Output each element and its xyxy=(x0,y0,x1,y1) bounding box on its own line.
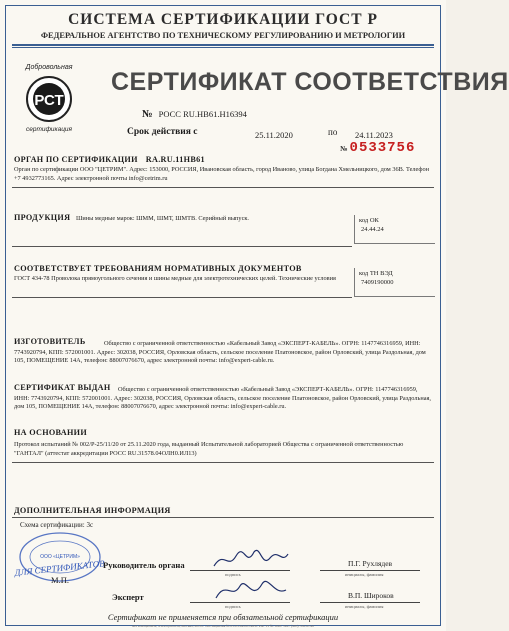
head-name-caption: инициалы, фамилия xyxy=(345,572,384,577)
product-text: Шины медные марок: ШММ, ШМТ, ШМТВ. Серийный выпуск. xyxy=(76,215,249,222)
head-label: Руководитель органа xyxy=(103,560,185,570)
validity-label: Срок действия с xyxy=(127,127,198,137)
expert-name-caption: инициалы, фамилия xyxy=(345,604,384,609)
okp-label: код ОК xyxy=(359,217,379,224)
tnved-value: 7409190000 xyxy=(361,279,394,286)
stamp-mp: М.П. xyxy=(51,575,69,585)
rst-logo-icon xyxy=(14,61,84,133)
expert-signature-icon xyxy=(210,574,290,604)
logo-mark-text: РСТ xyxy=(34,92,64,109)
expert-signature-caption: подпись xyxy=(225,604,241,609)
tnved-code-box xyxy=(354,268,435,297)
to-label: по xyxy=(328,127,338,137)
organ-code: RA.RU.11НВ61 xyxy=(145,155,205,164)
expert-name: В.П. Широков xyxy=(348,591,394,600)
expert-signature-line xyxy=(190,602,290,603)
expert-name-line xyxy=(320,602,420,603)
organ-heading-label: ОРГАН ПО СЕРТИФИКАЦИИ xyxy=(14,155,138,164)
stamp-inner-text: ООО «ЦЕТРИМ» xyxy=(40,554,80,560)
header-divider-thin xyxy=(12,47,434,48)
head-signature-line xyxy=(190,570,290,571)
logo-bottom-text: сертификация xyxy=(25,126,73,133)
header-divider xyxy=(12,44,434,46)
date-to: 24.11.2023 xyxy=(355,130,393,140)
certification-scheme: Схема сертификации: 3с xyxy=(20,521,94,529)
okp-value: 24.44.24 xyxy=(361,226,384,233)
system-title: СИСТЕМА СЕРТИФИКАЦИИ ГОСТ Р xyxy=(68,11,378,28)
additional-underline xyxy=(12,517,434,518)
head-name-line xyxy=(320,570,420,571)
certificate-number-row xyxy=(142,109,247,120)
compliance-text: ГОСТ 434-78 Проволока прямоугольного сечения и шины медные для электротехнических целей. Технические условия xyxy=(14,275,336,282)
logo-top-text: Добровольная xyxy=(25,64,73,71)
compliance-underline xyxy=(12,297,352,298)
basis-underline xyxy=(12,462,434,463)
basis-heading: НА ОСНОВАНИИ xyxy=(14,428,88,437)
agency-name: ФЕДЕРАЛЬНОЕ АГЕНТСТВО ПО ТЕХНИЧЕСКОМУ РЕГУЛИРОВАНИЮ И МЕТРОЛОГИИ xyxy=(40,31,406,40)
date-from: 25.11.2020 xyxy=(255,130,293,140)
head-signature-caption: подпись xyxy=(225,572,241,577)
basis-text: Протокол испытаний № 002/Р-25/11/20 от 25.11.2020 года, выданный Испытательной лабораторией Общества с ограниченной ответственностью "ГАНТАЛ" (аттестат аккредитации РОСС RU.31578.04ОЛН0.ИЛ13) xyxy=(14,441,404,457)
serial-block xyxy=(340,140,415,156)
organ-text: Орган по сертификации ООО "ЦЕТРИМ". Адрес: 153000, РОССИЯ, Ивановская область, город Иваново, улица Богдана Хмельницкого, дом 36В. Телефон +7 4932773165. Адрес электронной почты info@cetrim.ru xyxy=(14,166,430,182)
footer-note: Сертификат не применяется при обязательной сертификации xyxy=(107,612,339,622)
serial-sign: № xyxy=(340,144,348,153)
issued-heading: СЕРТИФИКАТ ВЫДАН xyxy=(14,383,111,392)
stamp-outer-text: ДЛЯ СЕРТИФИКАТОВ xyxy=(14,558,106,578)
manufacturer-text: Общество с ограниченной ответственностью «Кабельный Завод «ЭКСПЕРТ-КАБЕЛЬ». ОГРН: 1147746316959, ИНН: 7743920794, КПП: 572001001. Адрес: 302038, РОССИЯ, Орловская область, сельское поселение Платоновское, район Орловский, улица Раздольная, дом 105, ПОМЕЩЕНИЕ 14А, телефон: 88007076670, адрес электронной почты: info@expert-cable.ru. xyxy=(14,340,426,365)
organ-heading xyxy=(14,155,205,164)
compliance-heading: СООТВЕТСТВУЕТ ТРЕБОВАНИЯМ НОРМАТИВНЫХ ДОКУМЕНТОВ xyxy=(14,264,302,273)
expert-label: Эксперт xyxy=(112,592,144,602)
additional-heading: ДОПОЛНИТЕЛЬНАЯ ИНФОРМАЦИЯ xyxy=(14,506,171,515)
serial-number: 0533756 xyxy=(349,140,416,156)
number-sign: № xyxy=(142,109,153,120)
organ-underline xyxy=(12,187,434,188)
print-info: АО «ОПЦИОН», www.opcion.ru, Москва, 2018 г. «Б» лицензия № 05-05-09/003 ФНС РФ. ТЗ № 1028. Тел.: (495) 726-47-42 xyxy=(131,624,315,628)
issued-text: Общество с ограниченной ответственностью «Кабельный Завод «ЭКСПЕРТ-КАБЕЛЬ». ОГРН: 1147746316959, ИНН: 7743920794, КПП: 572001001. Адрес: 302038, РОССИЯ, Орловская область, сельское поселение Платоновское, район Орловский, улица Раздольная, дом 105, ПОМЕЩЕНИЕ 14А, телефон: 88007076670, адрес электронной почты: info@expert-cable.ru. xyxy=(14,386,431,411)
certificate-title: СЕРТИФИКАТ СООТВЕТСТВИЯ xyxy=(111,68,509,96)
okp-code-box xyxy=(354,215,435,244)
manufacturer-heading: ИЗГОТОВИТЕЛЬ xyxy=(14,337,86,346)
head-signature-icon xyxy=(210,546,290,572)
head-name: П.Г. Рухлядев xyxy=(348,559,393,568)
certificate-number: РОСС RU.НВ61.Н16394 xyxy=(158,109,247,119)
product-heading: ПРОДУКЦИЯ xyxy=(14,213,71,222)
organ-stamp-icon xyxy=(14,527,106,607)
tnved-label: код ТН ВЭД xyxy=(359,270,393,277)
product-underline xyxy=(12,246,352,247)
